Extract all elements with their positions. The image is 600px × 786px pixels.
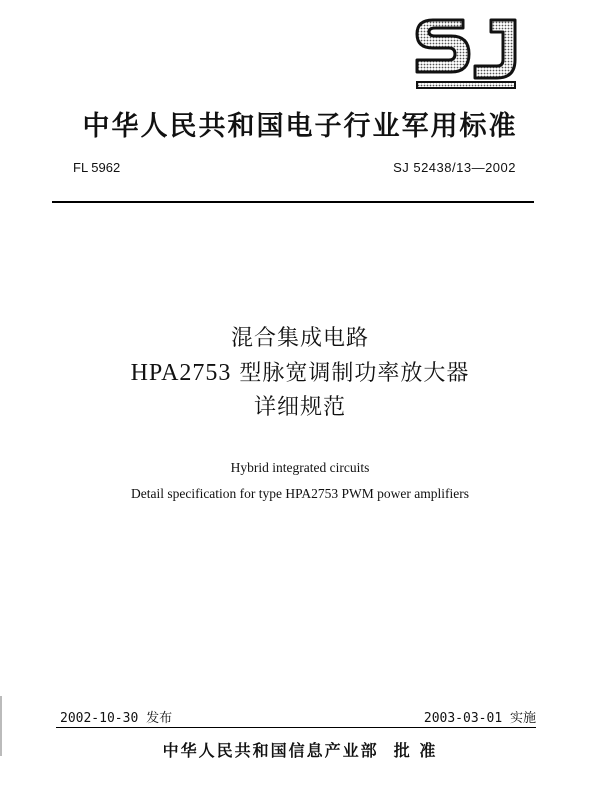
approve-label: 批 准	[393, 741, 438, 760]
document-title	[0, 322, 600, 425]
logo-letter-j	[475, 20, 515, 78]
standard-number: SJ 52438/13—2002	[393, 160, 516, 175]
header-divider	[52, 201, 534, 203]
approver-org: 中华人民共和国信息产业部	[162, 741, 379, 760]
scan-edge-mark	[0, 696, 2, 756]
footer-divider	[56, 727, 536, 728]
sj-standard-logo-icon	[411, 12, 523, 92]
title-line-3: 详细规范	[253, 395, 346, 420]
org-title: 中华人民共和国电子行业军用标准	[82, 111, 518, 142]
issue-label: 发布	[146, 711, 173, 726]
implement-date	[424, 707, 536, 726]
english-title-line-2: Detail specification for type HPA2753 PWM power amplifiers	[130, 486, 470, 501]
logo-letter-s	[417, 20, 469, 72]
title-line-2	[0, 356, 600, 391]
approver	[0, 738, 600, 761]
implement-date-value: 2003-03-01	[423, 711, 503, 726]
title-line-1: 混合集成电路	[230, 326, 369, 351]
title-model-number: HPA2753	[130, 360, 232, 386]
implement-label: 实施	[509, 711, 536, 726]
issue-date-value: 2002-10-30	[60, 711, 139, 726]
issue-date	[60, 707, 172, 726]
title-line-2-rest: 型脉宽调制功率放大器	[231, 361, 470, 386]
fl-code: FL 5962	[73, 160, 121, 175]
english-title-line-1: Hybrid integrated circuits	[230, 460, 370, 475]
logo-underline	[417, 82, 515, 88]
sj-logo-graphic	[411, 12, 523, 92]
